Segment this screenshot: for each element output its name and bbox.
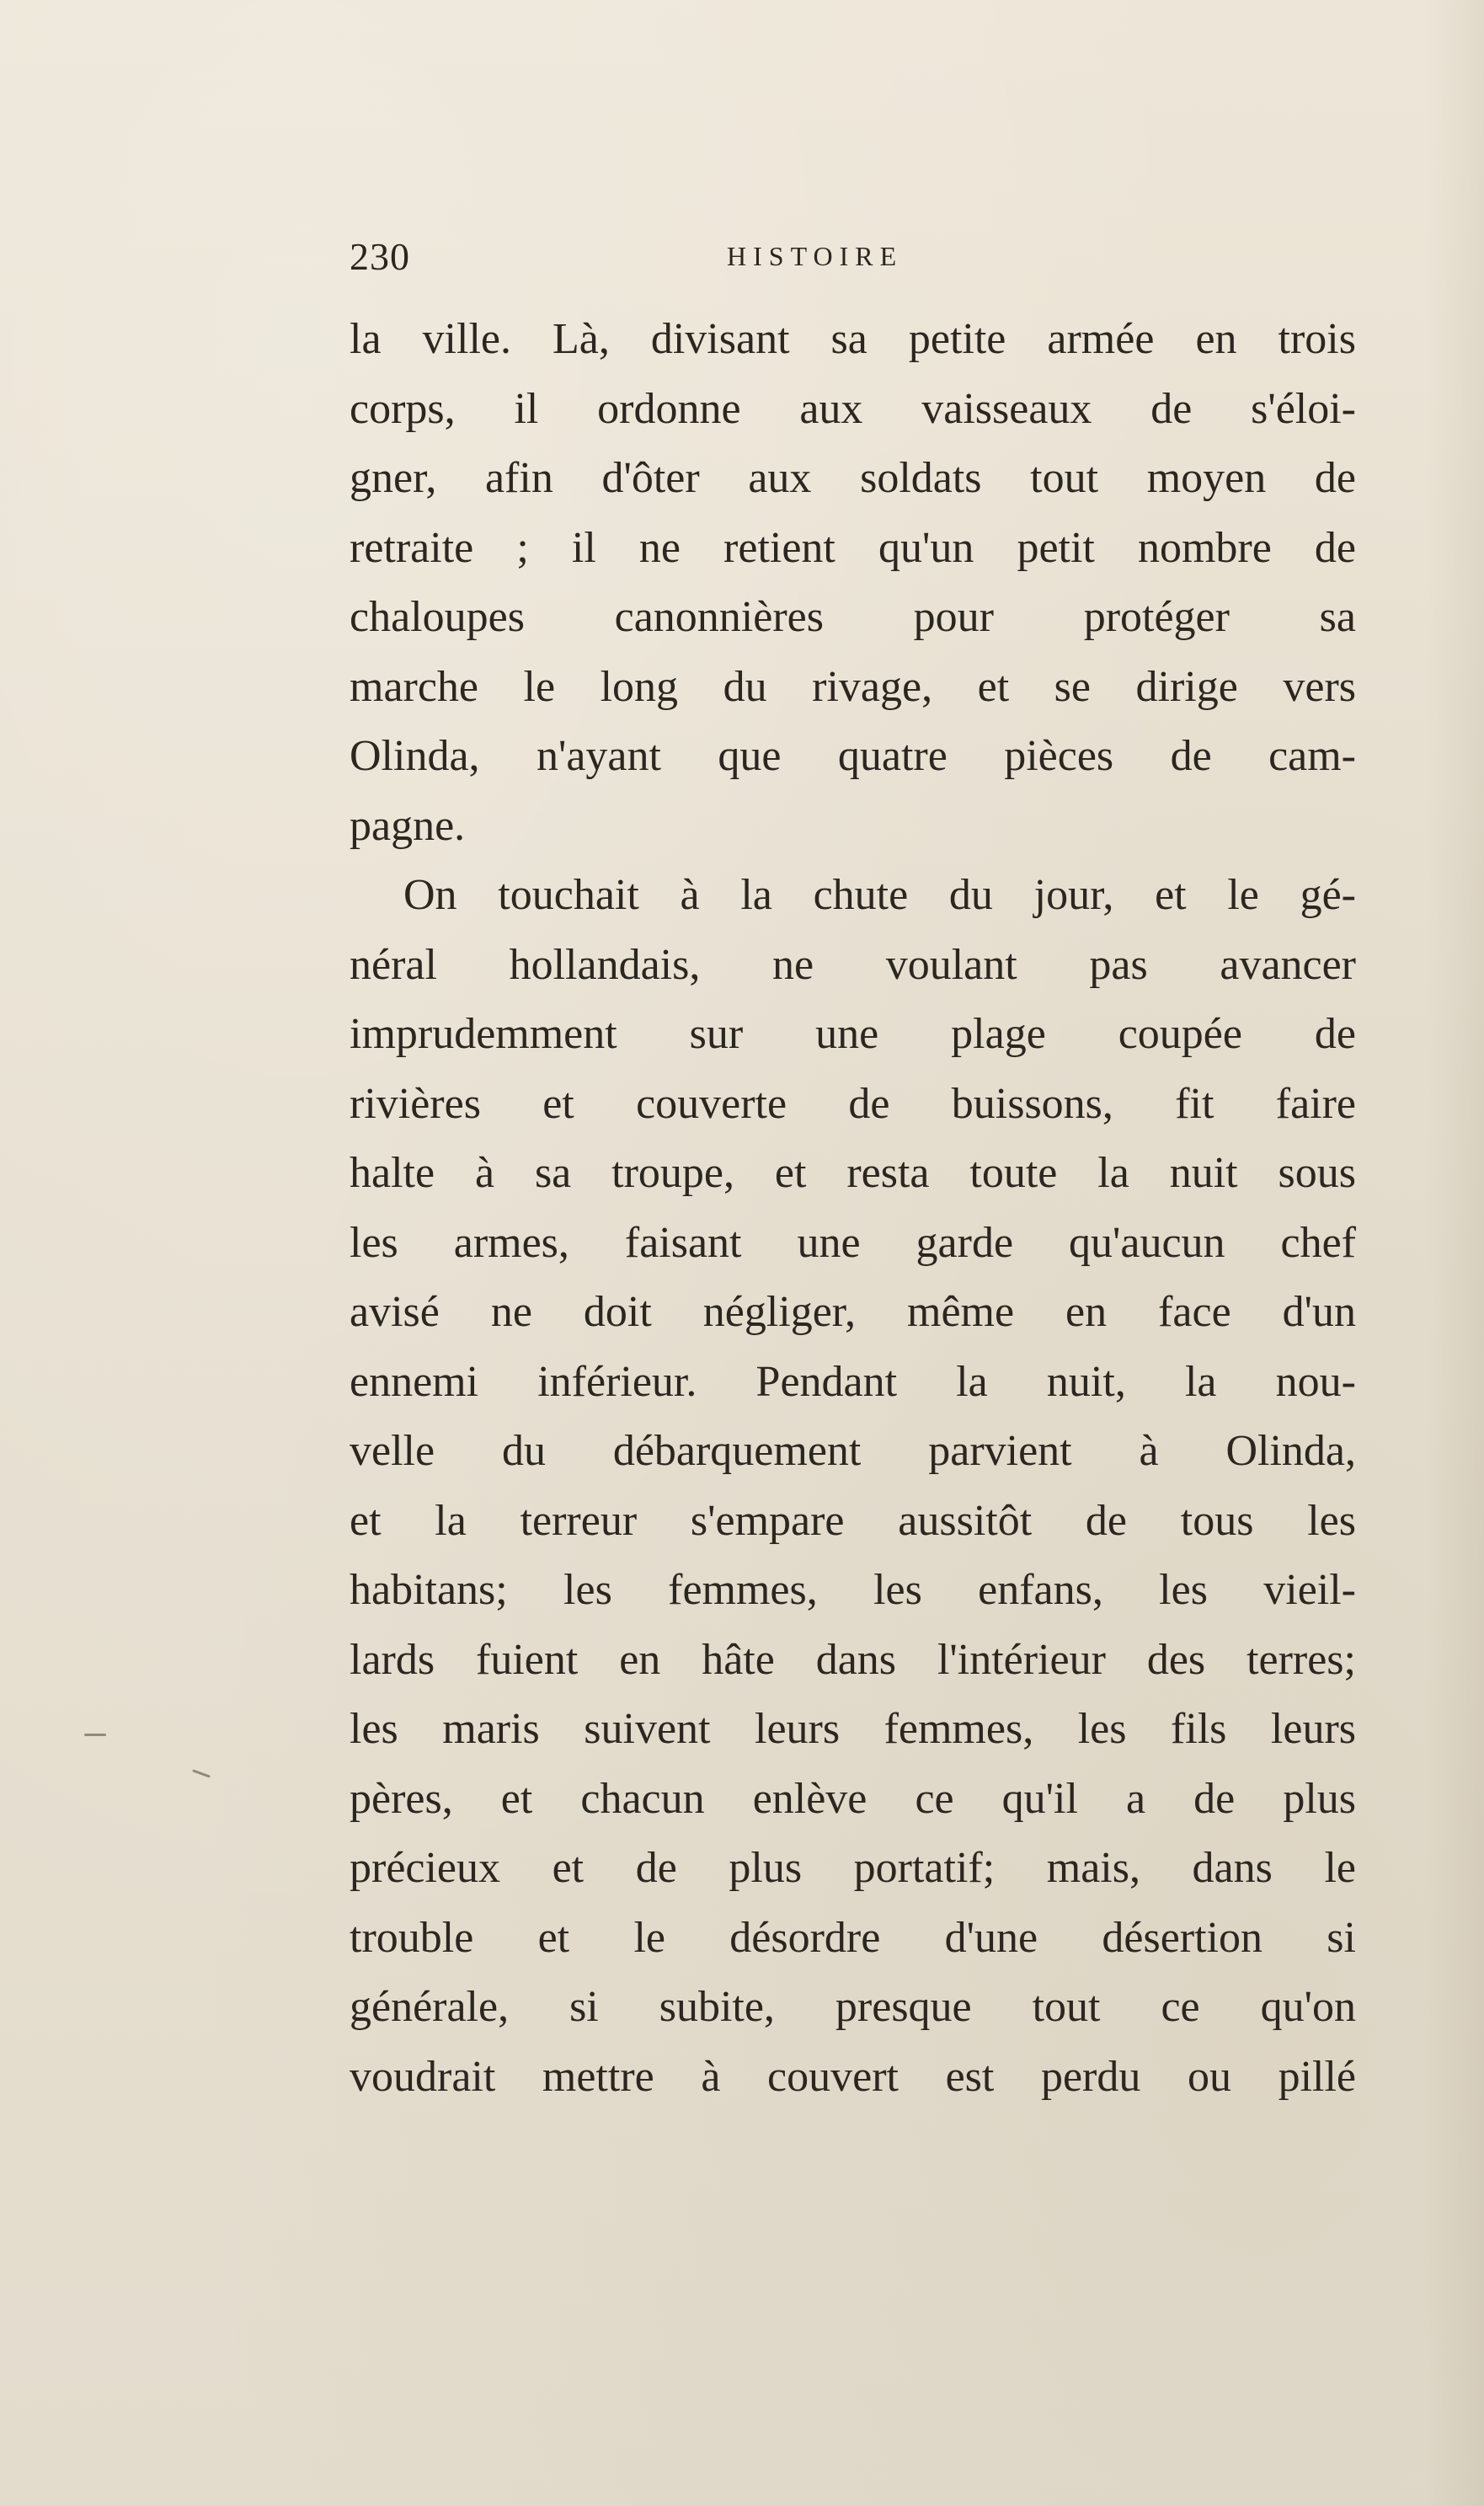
text-line: gner, afin d'ôter aux soldats tout moyen de	[350, 454, 1356, 502]
body-text	[350, 305, 1356, 2112]
text-line: habitans; les femmes, les enfans, les vieil-	[350, 1566, 1356, 1614]
text-line: retraite ; il ne retient qu'un petit nombre de	[350, 523, 1356, 572]
text-line: et la terreur s'empare aussitôt de tous les	[350, 1496, 1356, 1545]
text-line: imprudemment sur une plage coupée de	[350, 1010, 1356, 1058]
page-header	[350, 234, 1356, 285]
page-number: 230	[350, 235, 410, 278]
text-line: avisé ne doit négliger, même en face d'un	[350, 1288, 1356, 1336]
text-line: marche le long du rivage, et se dirige vers	[350, 662, 1356, 711]
text-line: les maris suivent leurs femmes, les fils leurs	[350, 1705, 1356, 1753]
text-line: pères, et chacun enlève ce qu'il a de plus	[350, 1774, 1356, 1823]
text-line: trouble et le désordre d'une désertion si	[350, 1913, 1356, 1962]
text-line: Olinda, n'ayant que quatre pièces de cam-	[350, 732, 1356, 780]
text-line: néral hollandais, ne voulant pas avancer	[350, 940, 1356, 989]
text-line: la ville. Là, divisant sa petite armée en trois	[350, 315, 1356, 363]
text-line: pagne.	[350, 801, 466, 850]
text-line: velle du débarquement parvient à Olinda,	[350, 1427, 1356, 1475]
text-line: générale, si subite, presque tout ce qu'on	[350, 1983, 1356, 2031]
text-line: voudrait mettre à couvert est perdu ou pillé	[350, 2052, 1356, 2101]
text-line: corps, il ordonne aux vaisseaux de s'éloi-	[350, 384, 1356, 433]
paragraph-start-line: On touchait à la chute du jour, et le gé-	[403, 871, 1356, 919]
text-line: précieux et de plus portatif; mais, dans le	[350, 1844, 1356, 1892]
text-line: halte à sa troupe, et resta toute la nuit sous	[350, 1149, 1356, 1197]
margin-stray-mark	[192, 1769, 211, 1777]
running-head: HISTOIRE	[727, 241, 904, 271]
text-line: les armes, faisant une garde qu'aucun chef	[350, 1218, 1356, 1267]
text-line: chaloupes canonnières pour protéger sa	[350, 593, 1356, 641]
text-line: rivières et couverte de buissons, fit faire	[350, 1079, 1356, 1128]
margin-stray-mark	[84, 1734, 106, 1736]
text-line: lards fuient en hâte dans l'intérieur des terres;	[350, 1635, 1356, 1684]
text-line: ennemi inférieur. Pendant la nuit, la nou-	[350, 1357, 1356, 1406]
